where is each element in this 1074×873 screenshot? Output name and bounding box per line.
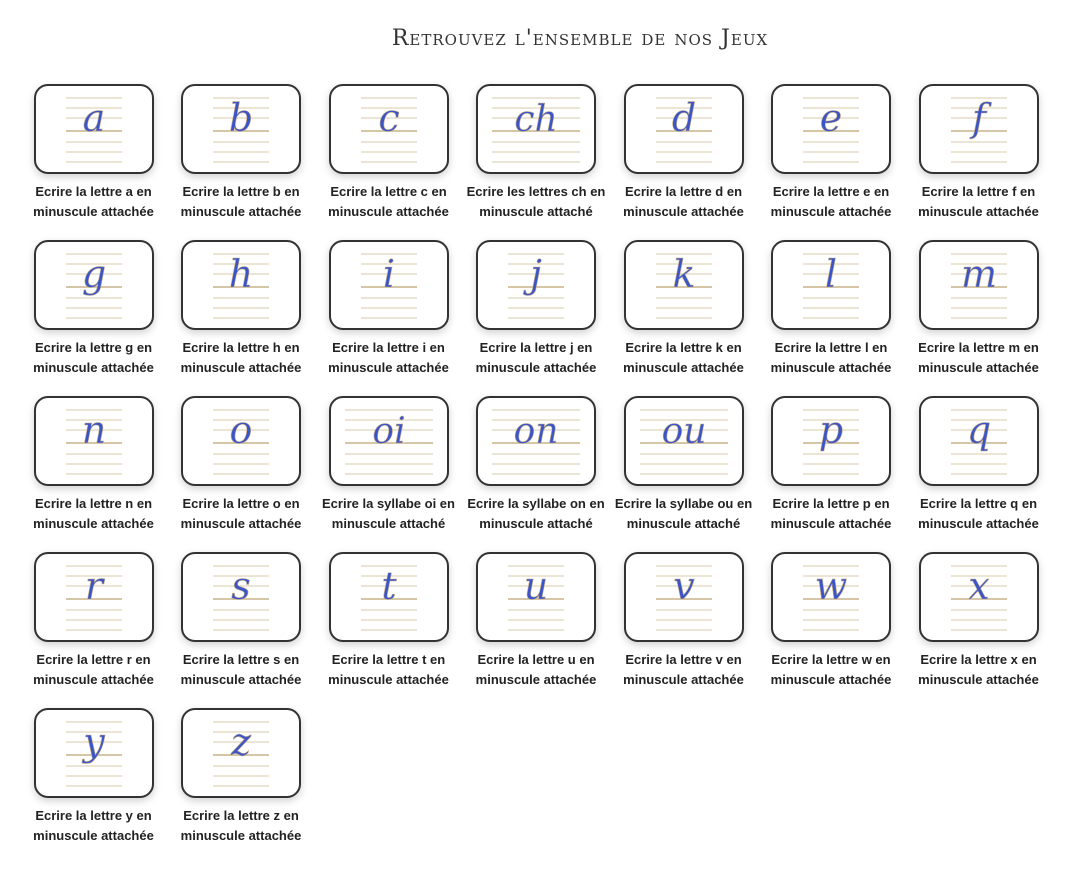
game-card-d[interactable] [617,84,750,240]
game-label[interactable]: Ecrire la lettre a en minuscule attachée [33,184,154,219]
game-thumbnail[interactable] [919,240,1039,330]
game-thumbnail[interactable] [476,240,596,330]
writing-lines-illustration [183,554,299,640]
cursive-glyph: l [824,252,838,296]
game-thumbnail[interactable] [329,84,449,174]
writing-lines-illustration [626,398,742,484]
game-card-w[interactable] [765,552,898,708]
game-label[interactable]: Ecrire la syllabe on en minuscule attaché [467,496,605,531]
writing-lines-illustration [183,398,299,484]
game-label[interactable]: Ecrire la lettre s en minuscule attachée [180,652,302,687]
cursive-glyph: s [231,564,251,608]
game-card-p[interactable] [765,396,898,552]
writing-lines-illustration [478,398,594,484]
cursive-glyph: e [819,96,843,140]
writing-lines-illustration [183,242,299,328]
game-thumbnail[interactable] [624,396,744,486]
cursive-glyph: j [530,252,542,296]
game-label[interactable]: Ecrire la lettre l en minuscule attachée [770,340,892,375]
cursive-glyph: d [671,96,696,140]
game-thumbnail[interactable] [771,84,891,174]
game-card-ch[interactable] [466,84,606,240]
game-thumbnail[interactable] [919,396,1039,486]
writing-lines-illustration [478,242,594,328]
writing-lines-illustration [331,86,447,172]
game-card-m[interactable] [912,240,1045,396]
cursive-glyph: t [380,564,397,608]
writing-lines-illustration [36,710,152,796]
game-thumbnail[interactable] [624,84,744,174]
game-card-t[interactable] [322,552,455,708]
game-thumbnail[interactable] [771,240,891,330]
game-card-e[interactable] [765,84,898,240]
game-label[interactable]: Ecrire la syllabe oi en minuscule attaché [322,496,455,531]
game-card-z[interactable] [175,708,308,864]
game-thumbnail[interactable] [919,84,1039,174]
writing-lines-illustration [626,242,742,328]
game-thumbnail[interactable] [181,396,301,486]
game-label[interactable]: Ecrire la lettre i en minuscule attachée [328,340,449,375]
game-card-ou[interactable] [614,396,753,552]
game-thumbnail[interactable] [181,84,301,174]
writing-lines-illustration [773,242,889,328]
game-label[interactable]: Ecrire la lettre u en minuscule attachée [475,652,597,687]
cursive-glyph: w [814,564,848,608]
game-label[interactable]: Ecrire la lettre r en minuscule attachée [33,652,154,687]
game-label[interactable]: Ecrire la lettre y en minuscule attachée [33,808,154,843]
game-card-n[interactable] [27,396,160,552]
game-card-q[interactable] [912,396,1045,552]
game-thumbnail[interactable] [771,552,891,642]
game-thumbnail[interactable] [181,552,301,642]
cursive-glyph: g [81,252,106,296]
game-card-u[interactable] [470,552,603,708]
game-card-on[interactable] [467,396,605,552]
game-label[interactable]: Ecrire la lettre d en minuscule attachée [623,184,744,219]
game-card-g[interactable] [27,240,160,396]
game-card-oi[interactable] [322,396,455,552]
game-thumbnail[interactable] [329,240,449,330]
cursive-glyph: o [229,408,253,452]
game-label[interactable]: Ecrire la lettre m en minuscule attachée [918,340,1039,375]
game-card-k[interactable] [617,240,750,396]
game-card-r[interactable] [27,552,160,708]
game-label[interactable]: Ecrire la lettre t en minuscule attachée [328,652,449,687]
cursive-glyph: x [967,564,990,608]
game-label[interactable]: Ecrire la lettre k en minuscule attachée [623,340,744,375]
cursive-glyph: r [84,564,103,608]
cursive-glyph: i [382,252,395,296]
game-label[interactable]: Ecrire la lettre f en minuscule attachée [918,184,1039,219]
writing-lines-illustration [921,398,1037,484]
game-thumbnail[interactable] [771,396,891,486]
writing-lines-illustration [331,242,447,328]
game-label[interactable]: Ecrire la syllabe ou en minuscule attaché [614,496,753,531]
game-card-y[interactable] [27,708,160,864]
writing-lines-illustration [331,554,447,640]
writing-lines-illustration [36,242,152,328]
writing-lines-illustration [626,86,742,172]
cursive-glyph: oi [371,411,406,452]
game-thumbnail[interactable] [34,84,154,174]
game-card-s[interactable] [175,552,308,708]
game-card-v[interactable] [617,552,750,708]
game-label[interactable]: Ecrire la lettre w en minuscule attachée [770,652,892,687]
game-thumbnail[interactable] [624,240,744,330]
game-card-o[interactable] [175,396,308,552]
writing-lines-illustration [921,242,1037,328]
game-thumbnail[interactable] [476,84,596,174]
game-card-h[interactable] [175,240,308,396]
cursive-glyph: n [81,408,106,452]
cursive-glyph: k [671,252,696,296]
game-card-i[interactable] [322,240,455,396]
cursive-glyph: a [82,96,105,140]
game-label[interactable]: Ecrire la lettre e en minuscule attachée [770,184,892,219]
writing-lines-illustration [773,554,889,640]
game-thumbnail[interactable] [181,240,301,330]
game-card-c[interactable] [322,84,455,240]
cursive-glyph: f [971,96,986,140]
game-label[interactable]: Ecrire la lettre x en minuscule attachée [918,652,1039,687]
cursive-glyph: ou [661,411,706,452]
game-card-b[interactable] [175,84,308,240]
game-thumbnail[interactable] [34,552,154,642]
cursive-glyph: z [230,720,252,764]
game-label[interactable]: Ecrire la lettre j en minuscule attachée [475,340,597,375]
game-label[interactable]: Ecrire la lettre o en minuscule attachée [180,496,302,531]
writing-lines-illustration [921,86,1037,172]
game-thumbnail[interactable] [329,396,449,486]
writing-lines-illustration [478,86,594,172]
cursive-glyph: u [523,564,549,608]
game-label[interactable]: Ecrire la lettre z en minuscule attachée [180,808,302,843]
writing-lines-illustration [921,554,1037,640]
game-label[interactable]: Ecrire la lettre v en minuscule attachée [623,652,744,687]
cursive-glyph: on [513,411,559,452]
writing-lines-illustration [183,86,299,172]
cursive-glyph: q [966,408,991,452]
game-thumbnail[interactable] [329,552,449,642]
game-thumbnail[interactable] [476,396,596,486]
game-card-x[interactable] [912,552,1045,708]
game-card-l[interactable] [765,240,898,396]
section-title: Retrouvez l'ensemble de nos Jeux [391,26,769,51]
cursive-glyph: m [960,252,997,296]
writing-lines-illustration [331,398,447,484]
cursive-glyph: c [377,96,400,140]
writing-lines-illustration [36,398,152,484]
game-card-j[interactable] [470,240,603,396]
game-label[interactable]: Ecrire la lettre c en minuscule attachée [328,184,449,219]
game-card-a[interactable] [27,84,160,240]
game-label[interactable]: Ecrire la lettre g en minuscule attachée [33,340,154,375]
writing-lines-illustration [773,86,889,172]
game-label[interactable]: Ecrire la lettre q en minuscule attachée [918,496,1039,531]
cursive-glyph: ch [514,99,558,140]
cursive-glyph: h [228,252,254,296]
game-thumbnail[interactable] [476,552,596,642]
writing-lines-illustration [478,554,594,640]
game-label[interactable]: Ecrire la lettre h en minuscule attachée [180,340,302,375]
cursive-glyph: v [672,564,695,608]
writing-lines-illustration [626,554,742,640]
game-thumbnail[interactable] [34,396,154,486]
game-label[interactable]: Ecrire la lettre b en minuscule attachée [180,184,302,219]
writing-lines-illustration [36,554,152,640]
writing-lines-illustration [183,710,299,796]
game-label[interactable]: Ecrire les lettres ch en minuscule attaché [466,184,606,219]
cursive-glyph: b [228,96,254,140]
game-thumbnail[interactable] [34,708,154,798]
game-thumbnail[interactable] [624,552,744,642]
games-grid [27,84,1045,864]
cursive-glyph: p [818,408,844,452]
writing-lines-illustration [36,86,152,172]
game-label[interactable]: Ecrire la lettre p en minuscule attachée [770,496,892,531]
game-label[interactable]: Ecrire la lettre n en minuscule attachée [33,496,154,531]
game-thumbnail[interactable] [919,552,1039,642]
game-card-f[interactable] [912,84,1045,240]
writing-lines-illustration [773,398,889,484]
game-thumbnail[interactable] [181,708,301,798]
game-thumbnail[interactable] [34,240,154,330]
cursive-glyph: y [82,720,105,764]
